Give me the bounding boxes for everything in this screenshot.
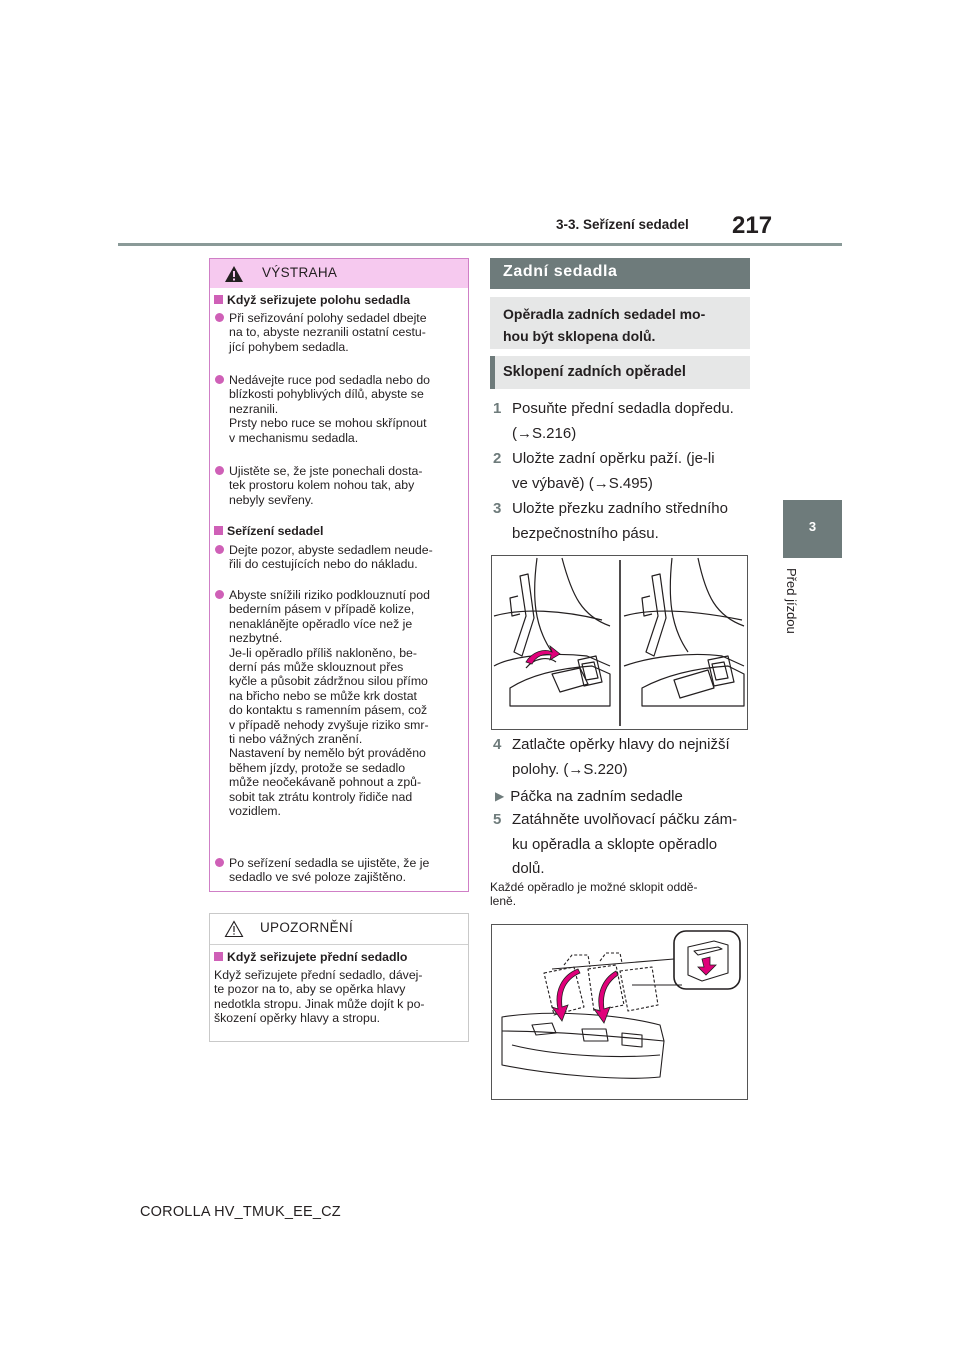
warning-item-text: Abyste snížili riziko podklouznutí pod bederním pásem v případě kolize, nenaklánějte opěradlo více než je nezbytné. Je-li opěradlo příliš nakloněno, be- derní pás může sklouznout přes kyčle a působit zádržnou silou přímo na břicho nebo se může krk dostat do kontaktu s ramenním pásem, což v případě nehody zvyšuje riziko smr- ti nebo vážných zranění. Nastavení by nemělo být prováděno během jízdy, protože se sedadlo může neočekávaně pohnout a způ- sobit tak ztrátu kontroly řidiče nad vozidlem.	[229, 588, 430, 819]
bullet-dot-icon	[215, 590, 224, 599]
bullet-dot-icon	[215, 858, 224, 867]
notice-header	[210, 914, 468, 945]
notice-heading-text: Když seřizujete přední sedadlo	[227, 950, 408, 964]
page-number: 217	[732, 212, 773, 239]
lever-bullet	[495, 786, 683, 807]
lead-box	[490, 297, 750, 349]
footer-model-code: COROLLA HV_TMUK_EE_CZ	[140, 1204, 341, 1220]
step-4	[490, 733, 760, 782]
warning-header	[210, 259, 468, 288]
square-bullet-icon	[214, 295, 223, 304]
warning-item	[214, 373, 464, 445]
chapter-label	[781, 568, 803, 648]
warning-heading-1	[214, 293, 410, 307]
buckle-illustration	[491, 555, 748, 730]
lead-text: Opěradla zadních sedadel mo- hou být sklopena dolů.	[503, 306, 706, 344]
arrow-bullet-icon: ▶	[495, 789, 505, 803]
chapter-number: 3	[808, 519, 817, 534]
warning-item	[214, 588, 464, 819]
warning-heading-2-text: Seřízení sedadel	[227, 524, 324, 538]
section-title: Zadní sedadla	[503, 263, 618, 280]
step-text: Posuňte přední sedadla dopředu. (→S.216)	[512, 400, 734, 442]
warning-heading-2	[214, 524, 323, 538]
step-number: 4	[493, 736, 502, 753]
section-header: 3-3. Seřízení sedadel	[556, 217, 689, 232]
bullet-dot-icon	[215, 545, 224, 554]
notice-title: UPOZORNĚNÍ	[260, 920, 354, 935]
warning-heading-1-text: Když seřizujete polohu sedadla	[227, 293, 411, 307]
step-number: 2	[493, 450, 502, 467]
warning-item	[214, 464, 464, 507]
header-rule	[118, 243, 842, 246]
seat-fold-illustration	[491, 924, 748, 1100]
bullet-dot-icon	[215, 375, 224, 384]
fold-note: Každé opěradlo je možné sklopit oddě- leně.	[490, 880, 698, 908]
step-number: 5	[493, 811, 502, 828]
chapter-label-text: Před jízdou	[784, 568, 799, 634]
step-number: 1	[493, 400, 502, 417]
lever-bullet-text: Páčka na zadním sedadle	[510, 788, 683, 805]
warning-item	[214, 543, 464, 572]
notice-heading	[214, 950, 407, 964]
square-bullet-icon	[214, 526, 223, 535]
step-5	[490, 808, 760, 882]
square-bullet-icon	[214, 952, 223, 961]
notice-text: Když seřizujete přední sedadlo, dávej- te pozor na to, aby se opěrka hlavy nedotkla stropu. Jinak může dojít k po- škození opěrky hlavy a stropu.	[214, 968, 425, 1026]
step-2	[490, 447, 760, 496]
step-3	[490, 497, 760, 546]
step-text: Zatáhněte uvolňovací páčku zám- ku opěradla a sklopte opěradlo dolů.	[512, 811, 738, 877]
seat-fold-drawing	[492, 925, 747, 1099]
warning-item	[214, 856, 464, 885]
warning-item-text: Nedávejte ruce pod sedadla nebo do blízkosti pohyblivých dílů, abyste se nezranili. Prsty nebo ruce se mohou skřípnout v mechanismu sedadla.	[229, 373, 431, 445]
step-text: Uložte přezku zadního středního bezpečnostního pásu.	[512, 500, 728, 542]
step-text: Zatlačte opěrky hlavy do nejnižší polohy. (→S.220)	[512, 736, 730, 778]
step-number: 3	[493, 500, 502, 517]
step-1	[490, 397, 760, 446]
step-text: Uložte zadní opěrku paží. (je-li ve výbavě) (→S.495)	[512, 450, 715, 492]
subsection-title-bar	[490, 356, 750, 389]
warning-item-text: Dejte pozor, abyste sedadlem neude- řili do cestujících nebo do nákladu.	[229, 543, 433, 572]
bullet-dot-icon	[215, 313, 224, 322]
warning-item-text: Po seřízení sedadla se ujistěte, že je sedadlo ve své poloze zajištěno.	[229, 856, 430, 885]
warning-triangle-icon	[224, 265, 244, 283]
section-title-bar	[490, 258, 750, 289]
caution-triangle-icon	[224, 920, 244, 938]
buckle-drawing	[492, 556, 747, 729]
warning-title: VÝSTRAHA	[262, 265, 338, 280]
warning-item-text: Při seřizování polohy sedadel dbejte na to, abyste nezranili ostatní cestu- jící pohybem sedadla.	[229, 311, 427, 354]
subsection-title: Sklopení zadních opěradel	[503, 364, 686, 380]
warning-item-text: Ujistěte se, že jste ponechali dosta- tek prostoru kolem nohou tak, aby nebyly sevřeny.	[229, 464, 423, 507]
bullet-dot-icon	[215, 466, 224, 475]
warning-item	[214, 311, 464, 354]
